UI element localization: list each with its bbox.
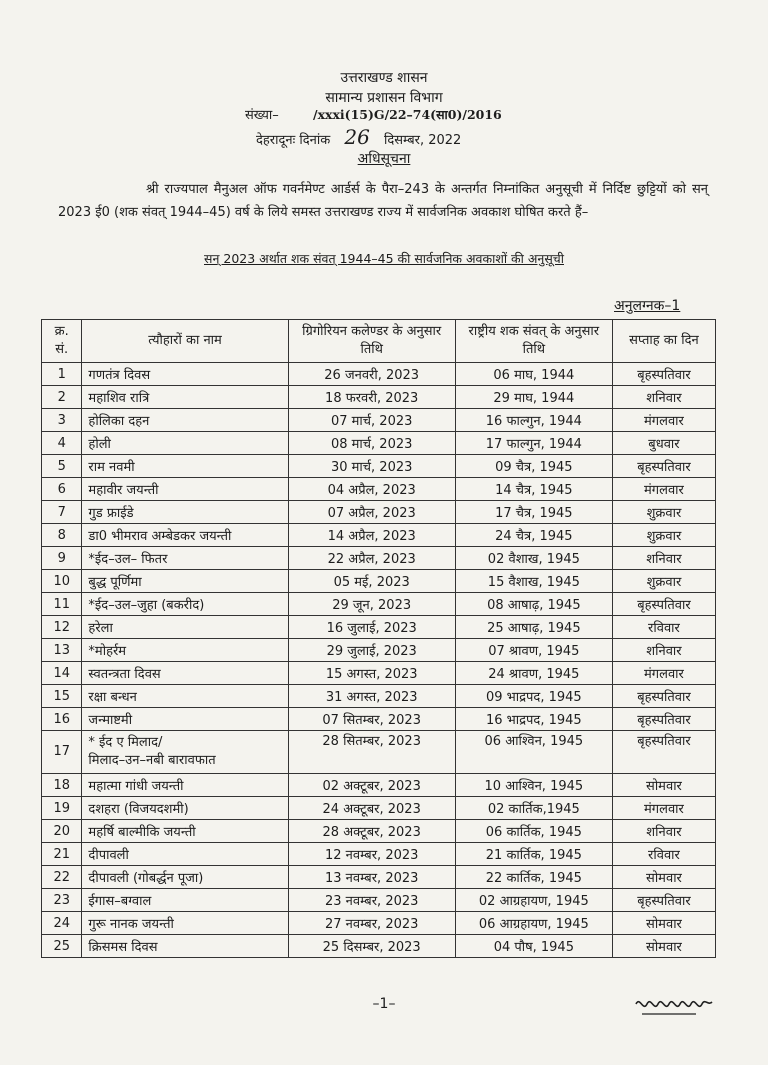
cell-festival: होलिका दहन xyxy=(82,409,288,432)
cell-gregorian-date: 24 अक्टूबर, 2023 xyxy=(288,797,455,820)
cell-serial: 5 xyxy=(42,455,82,478)
cell-gregorian-date: 18 फरवरी, 2023 xyxy=(288,386,455,409)
cell-serial: 24 xyxy=(42,912,82,935)
cell-weekday: सोमवार xyxy=(612,866,715,889)
cell-serial: 16 xyxy=(42,708,82,731)
cell-gregorian-date: 07 सितम्बर, 2023 xyxy=(288,708,455,731)
table-row xyxy=(42,912,716,935)
cell-shaka-date: 10 आश्विन, 1945 xyxy=(455,774,612,797)
table-row xyxy=(42,685,716,708)
table-row xyxy=(42,866,716,889)
cell-serial: 2 xyxy=(42,386,82,409)
cell-gregorian-date: 23 नवम्बर, 2023 xyxy=(288,889,455,912)
schedule-title: सन् 2023 अर्थात शक संवत् 1944–45 की सार्वजनिक अवकाशों की अनुसूची xyxy=(204,251,564,266)
cell-festival: स्वतन्त्रता दिवस xyxy=(82,662,288,685)
cell-serial: 23 xyxy=(42,889,82,912)
cell-shaka-date: 25 आषाढ़, 1945 xyxy=(455,616,612,639)
cell-serial: 7 xyxy=(42,501,82,524)
cell-festival: बुद्ध पूर्णिमा xyxy=(82,570,288,593)
cell-shaka-date: 07 श्रावण, 1945 xyxy=(455,639,612,662)
cell-weekday: मंगलवार xyxy=(612,478,715,501)
signature-mark xyxy=(634,992,714,1022)
cell-serial: 15 xyxy=(42,685,82,708)
cell-festival: जन्माष्टमी xyxy=(82,708,288,731)
cell-serial: 9 xyxy=(42,547,82,570)
cell-festival: *ईद–उल– फितर xyxy=(82,547,288,570)
cell-festival: हरेला xyxy=(82,616,288,639)
cell-shaka-date: 08 आषाढ़, 1945 xyxy=(455,593,612,616)
cell-serial: 11 xyxy=(42,593,82,616)
cell-serial: 8 xyxy=(42,524,82,547)
government-name: उत्तराखण्ड शासन xyxy=(340,70,428,86)
cell-gregorian-date: 28 अक्टूबर, 2023 xyxy=(288,820,455,843)
reference-number-label: संख्या– xyxy=(245,108,279,123)
table-row xyxy=(42,774,716,797)
cell-gregorian-date: 14 अप्रैल, 2023 xyxy=(288,524,455,547)
cell-shaka-date: 06 कार्तिक, 1945 xyxy=(455,820,612,843)
cell-festival: महर्षि बाल्मीकि जयन्ती xyxy=(82,820,288,843)
cell-weekday: बुधवार xyxy=(612,432,715,455)
page-number: –1– xyxy=(372,996,396,1012)
cell-weekday: सोमवार xyxy=(612,774,715,797)
reference-number-value: /xxxi(15)G/22–74(सा0)/2016 xyxy=(313,107,502,122)
cell-weekday: सोमवार xyxy=(612,935,715,958)
cell-weekday: रविवार xyxy=(612,616,715,639)
department-name: सामान्य प्रशासन विभाग xyxy=(325,90,443,106)
table-row xyxy=(42,797,716,820)
table-row xyxy=(42,662,716,685)
cell-weekday: शुक्रवार xyxy=(612,524,715,547)
table-row xyxy=(42,731,716,774)
cell-shaka-date: 06 माघ, 1944 xyxy=(455,363,612,386)
cell-serial: 17 xyxy=(42,731,82,774)
cell-festival: *ईद–उल–जुहा (बकरीद) xyxy=(82,593,288,616)
cell-weekday: शनिवार xyxy=(612,820,715,843)
table-row xyxy=(42,386,716,409)
cell-gregorian-date: 05 मई, 2023 xyxy=(288,570,455,593)
cell-weekday: रविवार xyxy=(612,843,715,866)
cell-shaka-date: 09 चैत्र, 1945 xyxy=(455,455,612,478)
holiday-table-body xyxy=(42,363,716,958)
cell-shaka-date: 09 भाद्रपद, 1945 xyxy=(455,685,612,708)
cell-serial: 19 xyxy=(42,797,82,820)
cell-gregorian-date: 31 अगस्त, 2023 xyxy=(288,685,455,708)
cell-festival: गुरू नानक जयन्ती xyxy=(82,912,288,935)
cell-festival: गुड फ्राईडे xyxy=(82,501,288,524)
cell-shaka-date: 22 कार्तिक, 1945 xyxy=(455,866,612,889)
cell-festival: डा0 भीमराव अम्बेडकर जयन्ती xyxy=(82,524,288,547)
festival-name-line1: * ईद ए मिलाद/ xyxy=(88,735,163,750)
cell-serial: 3 xyxy=(42,409,82,432)
cell-serial: 22 xyxy=(42,866,82,889)
cell-shaka-date: 24 चैत्र, 1945 xyxy=(455,524,612,547)
cell-weekday: मंगलवार xyxy=(612,797,715,820)
cell-weekday: बृहस्पतिवार xyxy=(612,731,715,774)
cell-serial: 10 xyxy=(42,570,82,593)
cell-shaka-date: 02 वैशाख, 1945 xyxy=(455,547,612,570)
cell-festival: दीपावली xyxy=(82,843,288,866)
table-row xyxy=(42,616,716,639)
cell-weekday: शनिवार xyxy=(612,386,715,409)
cell-weekday: शनिवार xyxy=(612,639,715,662)
cell-weekday: मंगलवार xyxy=(612,409,715,432)
cell-festival: *मोहर्रम xyxy=(82,639,288,662)
cell-serial: 18 xyxy=(42,774,82,797)
table-row xyxy=(42,820,716,843)
cell-gregorian-date: 13 नवम्बर, 2023 xyxy=(288,866,455,889)
cell-festival: दशहरा (विजयदशमी) xyxy=(82,797,288,820)
cell-weekday: बृहस्पतिवार xyxy=(612,455,715,478)
cell-weekday: बृहस्पतिवार xyxy=(612,685,715,708)
cell-shaka-date: 17 चैत्र, 1945 xyxy=(455,501,612,524)
cell-shaka-date: 16 फाल्गुन, 1944 xyxy=(455,409,612,432)
table-header-row xyxy=(42,320,716,363)
cell-festival: ईगास–बग्वाल xyxy=(82,889,288,912)
table-row xyxy=(42,455,716,478)
cell-serial: 13 xyxy=(42,639,82,662)
cell-festival: गणतंत्र दिवस xyxy=(82,363,288,386)
header-shaka: राष्ट्रीय शक संवत् के अनुसार तिथि xyxy=(455,320,612,363)
cell-festival: होली xyxy=(82,432,288,455)
header-festival: त्यौहारों का नाम xyxy=(82,320,288,363)
cell-gregorian-date: 12 नवम्बर, 2023 xyxy=(288,843,455,866)
cell-serial: 4 xyxy=(42,432,82,455)
cell-festival: राम नवमी xyxy=(82,455,288,478)
cell-gregorian-date: 02 अक्टूबर, 2023 xyxy=(288,774,455,797)
holiday-table xyxy=(41,319,716,958)
notification-title: अधिसूचना xyxy=(357,151,411,167)
cell-serial: 25 xyxy=(42,935,82,958)
cell-gregorian-date: 28 सितम्बर, 2023 xyxy=(288,731,455,774)
cell-weekday: शुक्रवार xyxy=(612,501,715,524)
header-serial: क्र. सं. xyxy=(42,320,82,363)
table-row xyxy=(42,593,716,616)
cell-weekday: बृहस्पतिवार xyxy=(612,708,715,731)
cell-festival: दीपावली (गोबर्द्धन पूजा) xyxy=(82,866,288,889)
cell-serial: 21 xyxy=(42,843,82,866)
table-row xyxy=(42,409,716,432)
header-weekday: सप्ताह का दिन xyxy=(612,320,715,363)
cell-weekday: मंगलवार xyxy=(612,662,715,685)
cell-shaka-date: 02 आग्रहायण, 1945 xyxy=(455,889,612,912)
cell-serial: 1 xyxy=(42,363,82,386)
header-gregorian: ग्रिगोरियन कलेण्डर के अनुसार तिथि xyxy=(288,320,455,363)
cell-festival: क्रिसमस दिवस xyxy=(82,935,288,958)
cell-gregorian-date: 07 अप्रैल, 2023 xyxy=(288,501,455,524)
cell-gregorian-date: 29 जून, 2023 xyxy=(288,593,455,616)
cell-gregorian-date: 25 दिसम्बर, 2023 xyxy=(288,935,455,958)
table-row xyxy=(42,547,716,570)
cell-weekday: सोमवार xyxy=(612,912,715,935)
table-row xyxy=(42,524,716,547)
cell-serial: 14 xyxy=(42,662,82,685)
table-row xyxy=(42,501,716,524)
table-row xyxy=(42,478,716,501)
cell-weekday: बृहस्पतिवार xyxy=(612,889,715,912)
cell-shaka-date: 15 वैशाख, 1945 xyxy=(455,570,612,593)
notification-body xyxy=(58,178,708,224)
cell-festival: महाशिव रात्रि xyxy=(82,386,288,409)
cell-shaka-date: 14 चैत्र, 1945 xyxy=(455,478,612,501)
cell-shaka-date: 16 भाद्रपद, 1945 xyxy=(455,708,612,731)
date-day-handwritten: 26 xyxy=(344,125,370,149)
table-row xyxy=(42,843,716,866)
table-row xyxy=(42,432,716,455)
cell-serial: 6 xyxy=(42,478,82,501)
table-row xyxy=(42,889,716,912)
cell-gregorian-date: 30 मार्च, 2023 xyxy=(288,455,455,478)
table-row xyxy=(42,935,716,958)
table-row xyxy=(42,639,716,662)
cell-shaka-date: 02 कार्तिक,1945 xyxy=(455,797,612,820)
date-label: दिनांक xyxy=(299,133,331,148)
table-row xyxy=(42,708,716,731)
cell-weekday: शुक्रवार xyxy=(612,570,715,593)
cell-gregorian-date: 07 मार्च, 2023 xyxy=(288,409,455,432)
cell-gregorian-date: 22 अप्रैल, 2023 xyxy=(288,547,455,570)
cell-gregorian-date: 08 मार्च, 2023 xyxy=(288,432,455,455)
annexure-label: अनुलग्नक–1 xyxy=(614,298,681,314)
cell-shaka-date: 24 श्रावण, 1945 xyxy=(455,662,612,685)
festival-name-line2: मिलाद–उन–नबी बारावफात xyxy=(88,753,216,768)
cell-weekday: बृहस्पतिवार xyxy=(612,593,715,616)
cell-shaka-date: 06 आश्विन, 1945 xyxy=(455,731,612,774)
cell-gregorian-date: 15 अगस्त, 2023 xyxy=(288,662,455,685)
reference-number xyxy=(245,105,502,123)
cell-shaka-date: 04 पौष, 1945 xyxy=(455,935,612,958)
cell-festival: महात्मा गांधी जयन्ती xyxy=(82,774,288,797)
cell-shaka-date: 29 माघ, 1944 xyxy=(455,386,612,409)
place-name: देहरादूनः xyxy=(256,133,296,148)
cell-weekday: बृहस्पतिवार xyxy=(612,363,715,386)
cell-festival: रक्षा बन्धन xyxy=(82,685,288,708)
cell-shaka-date: 21 कार्तिक, 1945 xyxy=(455,843,612,866)
cell-gregorian-date: 04 अप्रैल, 2023 xyxy=(288,478,455,501)
notification-body-text: श्री राज्यपाल मैनुअल ऑफ गवर्नमेण्ट आर्डर्स के पैरा–243 के अन्तर्गत निम्नांकित अनुसूची में निर्दिष्ट छुट्टियों को सन् 2023 ई0 (शक संवत् 1944–45) वर्ष के लिये समस्त उत्तराखण्ड राज्य में सार्वजनिक अवकाश घोषित करते हैं– xyxy=(58,182,708,220)
cell-shaka-date: 17 फाल्गुन, 1944 xyxy=(455,432,612,455)
date-month-year: दिसम्बर, 2022 xyxy=(383,133,462,148)
cell-gregorian-date: 27 नवम्बर, 2023 xyxy=(288,912,455,935)
date-line xyxy=(256,125,461,149)
cell-gregorian-date: 16 जुलाई, 2023 xyxy=(288,616,455,639)
cell-shaka-date: 06 आग्रहायण, 1945 xyxy=(455,912,612,935)
cell-festival xyxy=(82,731,288,774)
cell-gregorian-date: 26 जनवरी, 2023 xyxy=(288,363,455,386)
cell-weekday: शनिवार xyxy=(612,547,715,570)
cell-serial: 20 xyxy=(42,820,82,843)
cell-festival: महावीर जयन्ती xyxy=(82,478,288,501)
table-row xyxy=(42,570,716,593)
table-row xyxy=(42,363,716,386)
cell-serial: 12 xyxy=(42,616,82,639)
cell-gregorian-date: 29 जुलाई, 2023 xyxy=(288,639,455,662)
